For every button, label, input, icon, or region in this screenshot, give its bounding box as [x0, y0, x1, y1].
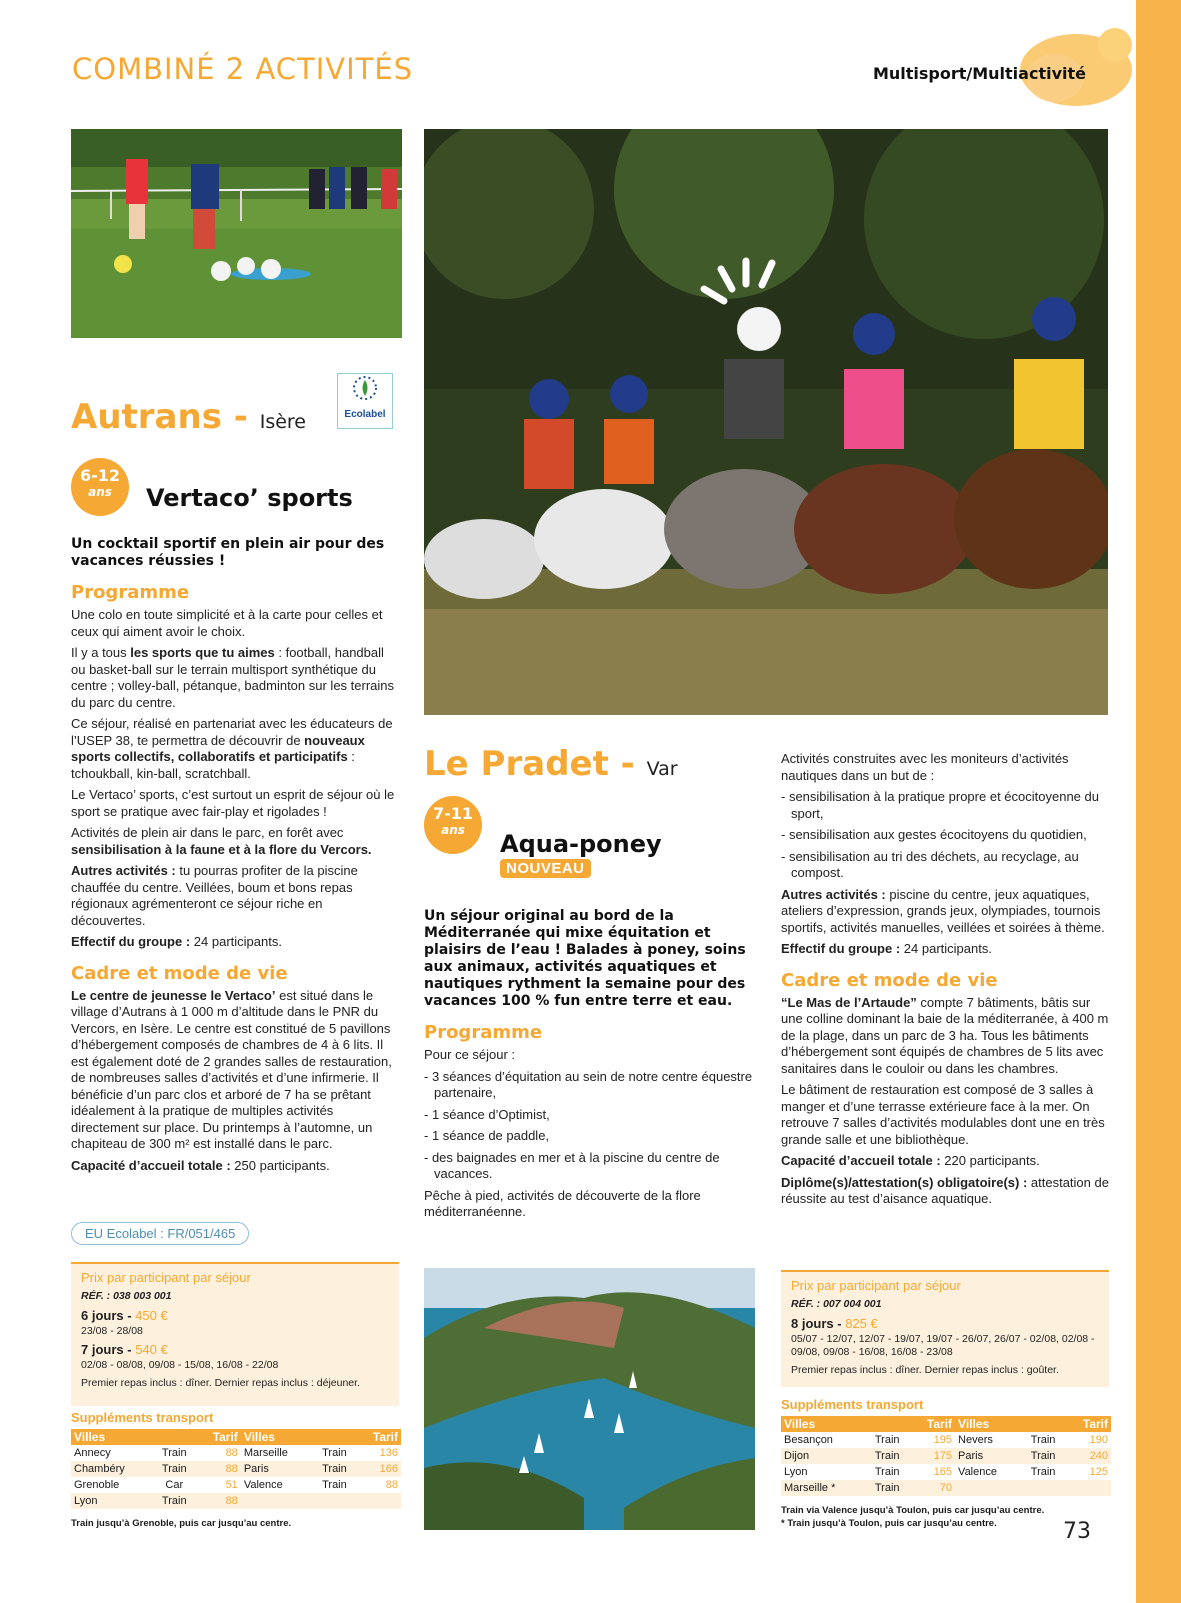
- bold-text: Effectif du groupe :: [781, 941, 901, 956]
- table-header-row: [781, 1416, 1111, 1432]
- city: Chambéry: [71, 1461, 152, 1477]
- transport-mode: Train: [865, 1448, 910, 1464]
- age-badge: [71, 458, 129, 516]
- header-cities: Villes: [781, 1416, 910, 1432]
- bold-text: Diplôme(s)/attestation(s) obligatoire(s) :: [781, 1174, 1028, 1190]
- reference: RÉF. : 007 004 001: [791, 1298, 882, 1310]
- city: Annecy: [74, 1447, 111, 1459]
- transport-mode: [312, 1493, 356, 1509]
- programme-extra: Pêche à pied, activités de découverte de la flore méditerranéenne.: [424, 1187, 701, 1219]
- bold-text: Effectif du groupe :: [71, 934, 191, 949]
- destination-title-pradet: [424, 744, 678, 784]
- dates: 02/08 - 08/08, 09/08 - 15/08, 16/08 - 22/08: [81, 1359, 279, 1371]
- bold-text: Autres activités :: [781, 886, 886, 902]
- table-row: [71, 1461, 401, 1477]
- autrans-content: [71, 536, 399, 1179]
- bold-text: les sports que tu aimes: [130, 645, 275, 660]
- transport-mode: [1021, 1480, 1066, 1496]
- duration-price: [81, 1308, 389, 1323]
- transport-supplements: [781, 1397, 1111, 1530]
- programme-paragraph: Ce séjour, réalisé en partenariat avec les éducateurs de l’USEP 38, te permettra de découvrir de nouveaux sports collectifs, collaboratifs et participatifs : tchoukball, kin-ball, scratchball.: [71, 716, 393, 781]
- activity-item: - sensibilisation au tri des déchets, au recyclage, au compost.: [781, 848, 1079, 880]
- duration-price: [791, 1316, 1099, 1331]
- bold-text: Le centre de jeunesse le Vertaco’: [71, 987, 276, 1003]
- city: Lyon: [71, 1493, 152, 1509]
- pradet-left-content: [424, 908, 754, 1226]
- transport-mode: Train: [161, 1447, 187, 1459]
- transport-title: Suppléments transport: [781, 1397, 924, 1412]
- new-badge: NOUVEAU: [500, 859, 591, 878]
- transport-mode: Train: [865, 1480, 910, 1496]
- price: 540 €: [135, 1342, 168, 1357]
- duration-price: [81, 1342, 389, 1357]
- programme-paragraph: Autres activités : tu pourras profiter de la piscine chauffée du centre. Veillées, boum et bons repas régionaux agrémenteront ce séjour riche en découvertes.: [71, 863, 358, 928]
- age-unit: ans: [88, 485, 112, 499]
- price-heading: Prix par participant par séjour: [81, 1270, 251, 1285]
- programme-text: [71, 607, 399, 951]
- age-range: 7-11: [432, 804, 474, 823]
- cadre-heading: Cadre et mode de vie: [781, 969, 998, 991]
- supplement-price: 166: [356, 1461, 401, 1477]
- bold-text: nouveaux sports collectifs, collaboratifs et participatifs: [71, 732, 365, 764]
- activities-list: [781, 789, 1111, 882]
- transport-mode: Train: [1030, 1434, 1056, 1446]
- page-edge-strip: [1136, 0, 1181, 1603]
- cadre-paragraph: Diplôme(s)/attestation(s) obligatoire(s) : attestation de réussite au test d’aisance aquatique.: [781, 1174, 1109, 1206]
- city: Paris: [955, 1448, 1021, 1464]
- transport-supplements: [71, 1410, 401, 1530]
- programme-paragraph: Le Vertaco’ sports, c’est surtout un esprit de séjour où le sport se pratique avec fair-play et rigolades !: [71, 787, 395, 819]
- eu-ecolabel-logo: [337, 373, 393, 429]
- flower-icon: [338, 374, 392, 404]
- header-price: Tarif: [910, 1416, 955, 1432]
- programme-paragraph: Il y a tous les sports que tu aimes : football, handball ou basket-ball sur le terrain multisport synthétique du centre ; volley-ball, pétanque, badminton sur les terrains du parc du centre.: [71, 645, 395, 710]
- city: Valence: [958, 1466, 997, 1478]
- destination-name: Autrans -: [71, 397, 248, 437]
- transport-note: * Train jusqu’à Toulon, puis car jusqu’au centre.: [781, 1518, 997, 1529]
- city: [241, 1493, 313, 1509]
- supplement-price: [356, 1493, 401, 1509]
- header-price: Tarif: [196, 1429, 241, 1445]
- programme-paragraph: Activités de plein air dans le parc, en forêt avec sensibilisation à la faune et à la flore du Vercors.: [71, 825, 372, 857]
- table-row: [71, 1493, 401, 1509]
- city: Grenoble: [74, 1479, 120, 1491]
- reference: RÉF. : 038 003 001: [81, 1290, 172, 1302]
- supplement-price: 88: [225, 1447, 238, 1459]
- duration: 7 jours -: [81, 1342, 136, 1357]
- supplement-price: 125: [1089, 1466, 1108, 1478]
- transport-mode: Train: [874, 1466, 900, 1478]
- programme-heading: Programme: [424, 1022, 543, 1043]
- city: Marseille: [243, 1447, 288, 1459]
- transport-table: [71, 1429, 401, 1509]
- supplement-price: 88: [385, 1479, 398, 1491]
- table-row: [781, 1480, 1111, 1496]
- table-row: [781, 1448, 1111, 1464]
- bold-text: Capacité d’accueil totale :: [781, 1153, 941, 1168]
- transport-mode: Train: [874, 1434, 900, 1446]
- page-number: 73: [1063, 1519, 1091, 1544]
- supplement-price: 195: [933, 1434, 953, 1446]
- ecolabel-logo-text: Ecolabel: [344, 409, 386, 420]
- supplement-price: 136: [379, 1447, 398, 1459]
- new-badge-wrap: [500, 860, 591, 878]
- bold-text: Capacité d’accueil totale :: [71, 1157, 231, 1173]
- cadre-paragraph: “Le Mas de l’Artaude” compte 7 bâtiments, bâtis sur une colline dominant la baie de la méditerranée, à 400 m de la plage, dans un parc de 3 ha. Tous les bâtiments d’hébergement sont équipés de chambres de 5 lits avec sanitaires dans le couloir ou dans les chambres.: [781, 994, 1109, 1076]
- duration: 8 jours -: [791, 1316, 846, 1331]
- city: Paris: [241, 1461, 313, 1477]
- supplement-price: 51: [225, 1479, 238, 1491]
- activity-item: - sensibilisation à la pratique propre et écocitoyenne du sport,: [781, 789, 1099, 821]
- supplement-price: 240: [1065, 1448, 1111, 1464]
- transport-note: Train jusqu’à Grenoble, puis car jusqu’au centre.: [71, 1518, 292, 1529]
- supplement-price: 190: [1089, 1434, 1108, 1446]
- programme-paragraph: Effectif du groupe : 24 participants.: [71, 934, 282, 949]
- pradet-right-content: [781, 751, 1111, 1213]
- intro-text: Un cocktail sportif en plein air pour des vacances réussies !: [71, 536, 385, 569]
- table-row: [71, 1477, 401, 1493]
- destination-region: Var: [646, 758, 678, 780]
- transport-mode: Train: [1030, 1466, 1056, 1478]
- supplement-price: 165: [933, 1466, 953, 1478]
- price-box: [71, 1262, 399, 1406]
- cadre-paragraph: Capacité d’accueil totale : 220 participants.: [781, 1153, 1040, 1168]
- bold-text: sensibilisation à la faune et à la flore du Vercors.: [71, 841, 372, 857]
- transport-mode: Train: [152, 1493, 196, 1509]
- stay-name: Vertaco’ sports: [146, 484, 353, 512]
- destination-title-autrans: [71, 397, 306, 437]
- price: 450 €: [135, 1308, 168, 1323]
- city: Nevers: [958, 1434, 993, 1446]
- programme-heading: Programme: [71, 582, 190, 603]
- group-size-text: Effectif du groupe : 24 participants.: [781, 941, 992, 956]
- destination-name: Le Pradet -: [424, 744, 635, 784]
- transport-mode: Train: [312, 1461, 356, 1477]
- transport-mode: Car: [165, 1479, 184, 1491]
- transport-mode: Train: [1021, 1448, 1066, 1464]
- bold-text: Autres activités :: [71, 863, 176, 878]
- supplement-price: [1065, 1480, 1111, 1496]
- header-cities: Villes: [955, 1416, 1065, 1432]
- transport-title: Suppléments transport: [71, 1410, 214, 1425]
- table-row: [781, 1464, 1111, 1480]
- transport-mode: Train: [322, 1447, 347, 1459]
- programme-paragraph: Une colo en toute simplicité et à la carte pour celles et ceux qui aiment avoir le choix.: [71, 607, 383, 639]
- supplement-price: 88: [196, 1461, 241, 1477]
- destination-region: Isère: [259, 411, 306, 433]
- ponies-photo: [424, 129, 1108, 715]
- meals-info: Premier repas inclus : dîner. Dernier repas inclus : goûter.: [791, 1364, 1059, 1376]
- table-row: [781, 1432, 1111, 1448]
- programme-text: [424, 1047, 754, 1221]
- supplement-price: 175: [910, 1448, 955, 1464]
- ecolabel-ref-pill: EU Ecolabel : FR/051/465: [71, 1222, 249, 1245]
- supplement-price: 88: [196, 1493, 241, 1509]
- category-label: Multisport/Multiactivité: [872, 64, 1086, 83]
- city: Valence: [243, 1479, 283, 1491]
- age-unit: ans: [441, 823, 465, 837]
- football-photo: [71, 129, 402, 338]
- programme-item: - 3 séances d’équitation au sein de notre centre équestre partenaire,: [424, 1068, 753, 1100]
- city: [955, 1480, 1021, 1496]
- city: Besançon: [784, 1434, 833, 1446]
- header-cities: Villes: [241, 1429, 357, 1445]
- programme-item: - 1 séance de paddle,: [424, 1128, 550, 1143]
- ecolabel-ref: [71, 1222, 249, 1245]
- transport-mode: Train: [152, 1461, 196, 1477]
- supplement-price: 70: [910, 1480, 955, 1496]
- dates: 05/07 - 12/07, 12/07 - 19/07, 19/07 - 26/07, 26/07 - 02/08, 02/08 - 09/08, 09/08 - 16/08, 16/08 - 23/08: [791, 1333, 1095, 1358]
- duration: 6 jours -: [81, 1308, 136, 1323]
- category-decoration: [1098, 28, 1132, 62]
- programme-item: - des baignades en mer et à la piscine du centre de vacances.: [424, 1149, 720, 1181]
- bold-text: “Le Mas de l’Artaude”: [781, 994, 917, 1010]
- cadre-heading: Cadre et mode de vie: [71, 962, 288, 984]
- stay-name: Aqua-poney: [500, 830, 662, 858]
- cadre-paragraph: Le bâtiment de restauration est composé de 3 salles à manger et d’une terrasse extérieure face à la mer. On retrouve 7 salles d’activités modulables dont une en très grande salle et une bibliothèque.: [781, 1082, 1105, 1147]
- coast-photo: [424, 1268, 755, 1530]
- transport-mode: Train: [322, 1479, 347, 1491]
- activity-item: - sensibilisation aux gestes écocitoyens du quotidien,: [781, 827, 1087, 842]
- programme-item: - 1 séance d’Optimist,: [424, 1106, 550, 1122]
- section-title: COMBINÉ 2 ACTIVITÉS: [72, 52, 414, 86]
- city: Lyon: [784, 1466, 808, 1478]
- transport-note: Train via Valence jusqu’à Toulon, puis car jusqu’au centre.: [781, 1505, 1045, 1516]
- header-price: Tarif: [1065, 1416, 1111, 1432]
- other-activities-text: Autres activités : piscine du centre, jeux aquatiques, ateliers d’expression, grands jeux, olympiades, tournois sportifs, activités manuelles, veillées et soirées à thème.: [781, 886, 1105, 935]
- city: Dijon: [781, 1448, 865, 1464]
- age-range: 6-12: [79, 466, 121, 485]
- age-badge: [424, 796, 482, 854]
- transport-table: [781, 1416, 1111, 1496]
- intro-text: Un séjour original au bord de la Méditerranée qui mixe équitation et plaisirs de l’eau ! Balades à poney, soins aux animaux, activités aquatiques et nautiques rythment la semaine pour des vacances 100 % fun entre terre et eau.: [424, 908, 746, 1009]
- price-heading: Prix par participant par séjour: [791, 1278, 961, 1293]
- cadre-text: [781, 995, 1111, 1208]
- activities-lead: Activités construites avec les moniteurs d’activités nautiques dans un but de :: [781, 751, 1069, 783]
- table-header-row: [71, 1429, 401, 1445]
- programme-lead: Pour ce séjour :: [424, 1047, 516, 1062]
- dates: 23/08 - 28/08: [81, 1325, 143, 1337]
- city: Marseille *: [781, 1480, 865, 1496]
- cadre-paragraph: Capacité d’accueil totale : 250 participants.: [71, 1157, 330, 1173]
- cadre-paragraph: Le centre de jeunesse le Vertaco’ est situé dans le village d’Autrans à 1 000 m d’altitude dans le PNR du Vercors, en Isère. Le centre est constitué de 5 pavillons d’hébergement composés de chambres de 4 à 6 lits. Il est également doté de 2 grandes salles de restauration, de nombreuses salles d’activités et d’une infirmerie. Il bénéficie d’un parc clos et arboré de 7 ha se prêtant idéalement à la pratique de multiples activités directement sur place. Du printemps à l’automne, un chapiteau de 300 m² est installé dans le parc.: [71, 987, 392, 1151]
- meals-info: Premier repas inclus : dîner. Dernier repas inclus : déjeuner.: [81, 1377, 360, 1389]
- cadre-text: [71, 988, 399, 1175]
- table-row: [71, 1445, 401, 1461]
- header-price: Tarif: [356, 1429, 401, 1445]
- price: 825 €: [845, 1316, 878, 1331]
- transport-notes: [781, 1504, 1111, 1530]
- header-cities: Villes: [71, 1429, 196, 1445]
- price-box: [781, 1270, 1109, 1387]
- programme-list: [424, 1069, 754, 1183]
